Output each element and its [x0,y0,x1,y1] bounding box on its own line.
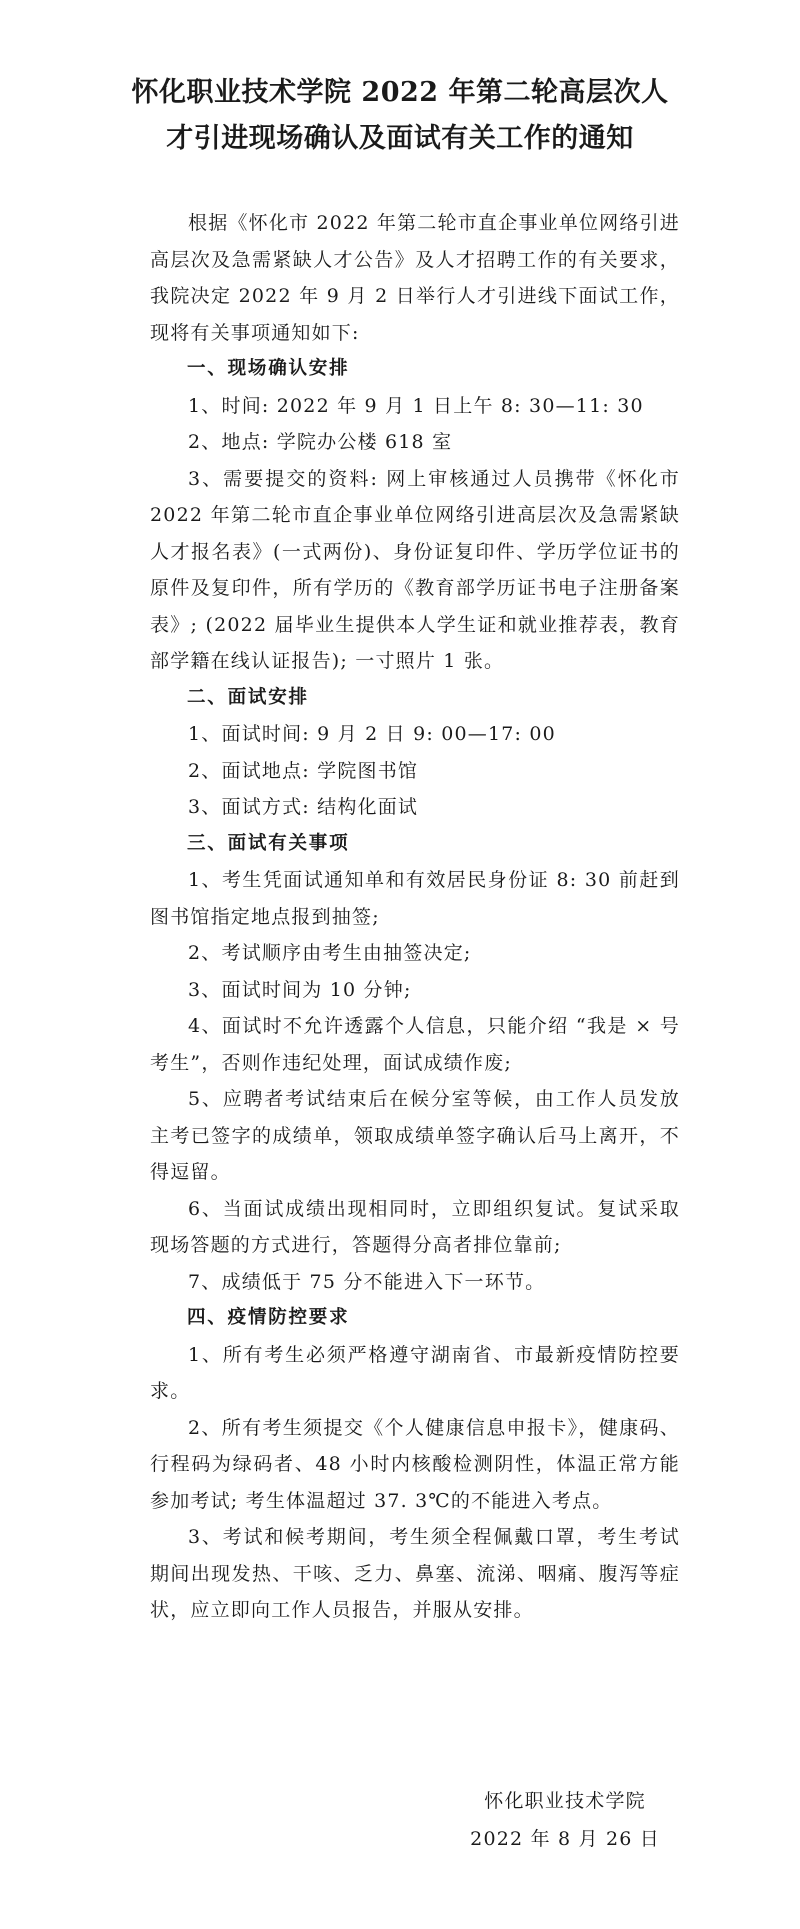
signature-organization: 怀化职业技术学院 [484,1790,646,1812]
document-title [100,70,700,162]
section-heading-epidemic: 四、疫情防控要求 [187,1307,350,1328]
document-body [150,205,680,1629]
title-line-1: 怀化职业技术学院 2022 年第二轮高层次人 [131,77,669,108]
paragraph: 1、面试时间: 9 月 2 日 9: 00—17: 00 [188,723,556,745]
paragraph: 3、面试方式: 结构化面试 [188,796,419,818]
title-line-2: 才引进现场确认及面试有关工作的通知 [166,123,634,154]
paragraph: 3、考试和候考期间，考生须全程佩戴口罩，考生考试期间出现发热、干咳、乏力、鼻塞、流涕、咽痛、腹泻等症状，应立即向工作人员报告，并服从安排。 [150,1526,680,1621]
paragraph: 2、面试地点: 学院图书馆 [188,759,419,782]
intro-paragraph: 根据《怀化市 2022 年第二轮市直企事业单位网络引进高层次及急需紧缺人才公告》及人才招聘工作的有关要求，我院决定 2022 年 9 月 2 日举行人才引进线下面试工作，现将有关事项通知如下: [150,212,680,344]
paragraph: 1、考生凭面试通知单和有效居民身份证 8: 30 前赶到图书馆指定地点报到抽签; [150,869,680,928]
paragraph: 1、时间: 2022 年 9 月 1 日上午 8: 30—11: 30 [188,394,644,417]
paragraph: 3、面试时间为 10 分钟; [188,978,412,1001]
paragraph: 4、面试时不允许透露个人信息，只能介绍 “我是 × 号考生”，否则作违纪处理，面试成绩作废; [150,1015,680,1074]
section-heading-interview-matters: 三、面试有关事项 [187,832,350,854]
paragraph: 2、地点: 学院办公楼 618 室 [188,431,453,453]
signature-date: 2022 年 8 月 26 日 [470,1828,660,1850]
paragraph: 2、所有考生须提交《个人健康信息申报卡》，健康码、行程码为绿码者、48 小时内核酸检测阴性，体温正常方能参加考试; 考生体温超过 37. 3℃的不能进入考点。 [150,1416,680,1512]
paragraph: 3、需要提交的资料: 网上审核通过人员携带《怀化市 2022 年第二轮市直企事业单位网络引进高层次及急需紧缺人才报名表》(一式两份)、身份证复印件、学历学位证书的原件及复印件，所有学历的《教育部学历证书电子注册备案表》; (2022 届毕业生提供本人学生证和就业推荐表，教育部学籍在线认证报告); 一寸照片 1 张。 [150,467,680,672]
paragraph: 5、应聘者考试结束后在候分室等候，由工作人员发放主考已签字的成绩单，领取成绩单签字确认后马上离开，不得逗留。 [150,1088,680,1183]
paragraph: 2、考试顺序由考生由抽签决定; [188,942,472,964]
paragraph: 1、所有考生必须严格遵守湖南省、市最新疫情防控要求。 [150,1343,680,1402]
signature-block [470,1782,660,1858]
paragraph: 7、成绩低于 75 分不能进入下一环节。 [188,1270,546,1293]
paragraph: 6、当面试成绩出现相同时，立即组织复试。复试采取现场答题的方式进行，答题得分高者排位靠前; [150,1197,680,1256]
section-heading-interview: 二、面试安排 [187,686,309,708]
section-heading-confirmation: 一、现场确认安排 [187,358,350,379]
